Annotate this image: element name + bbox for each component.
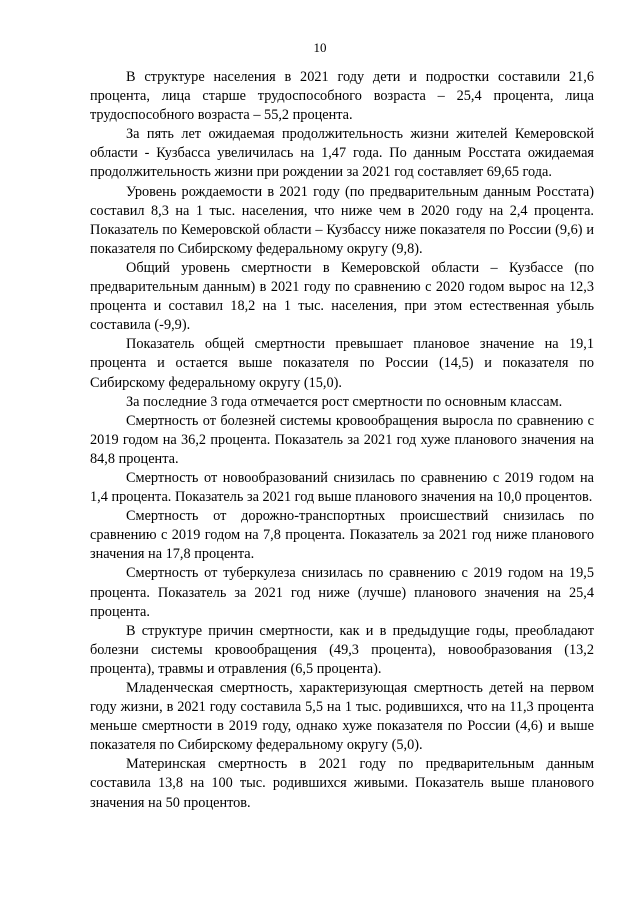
paragraph-mortality-rate: Общий уровень смертности в Кемеровской области – Кузбассе (по предварительным данным) в 2021 году по сравнению с 2020 годом вырос на 12,3 процента и составил 18,2 на 1 тыс. населения, при этом естественная убыль составила (-9,9). — [90, 259, 594, 334]
paragraph-infant-mortality: Младенческая смертность, характеризующая смертность детей на первом году жизни, в 2021 году составила 5,5 на 1 тыс. родившихся, что на 11,3 процента меньше смертности в 2019 году, однако хуже показателя по России (4,6) и выше показателя по Сибирскому федеральному округу (5,0). — [90, 680, 594, 754]
paragraph-birth-rate: Уровень рождаемости в 2021 году (по предварительным данным Росстата) составил 8,3 на 1 тыс. населения, что ниже чем в 2020 году на 2,4 процента. Показатель по Кемеровской области – Кузбассу ниже показателя по России (9,6) и показателя по Сибирскому федеральному округу (9,8). — [90, 183, 594, 257]
paragraph-maternal-mortality: Материнская смертность в 2021 году по предварительным данным составила 13,8 на 100 тыс. родившихся живыми. Показатель выше планового значения на 50 процентов. — [90, 756, 594, 811]
paragraph-life-expectancy: За пять лет ожидаемая продолжительность жизни жителей Кемеровской области - Кузбасса увеличилась на 1,47 года. По данным Росстата ожидаемая продолжительность жизни при рождении за 2021 год составляет 69,65 года. — [90, 126, 594, 181]
paragraph-traffic-mortality: Смертность от дорожно-транспортных происшествий снизилась по сравнению с 2019 годом на 7,8 процента. Показатель за 2021 год ниже планового значения на 17,8 процента. — [90, 508, 594, 563]
paragraph-neoplasm-mortality: Смертность от новообразований снизилась по сравнению с 2019 годом на 1,4 процента. Показатель за 2021 год выше планового значения на 10,0 процентов. — [90, 469, 594, 506]
page-number: 10 — [313, 40, 327, 55]
paragraph-population-structure: В структуре населения в 2021 году дети и подростки составили 21,6 процента, лица старше трудоспособного возраста – 25,4 процента, лица трудоспособного возраста – 55,2 процента. — [90, 69, 594, 124]
paragraph-mortality-trend: За последние 3 года отмечается рост смертности по основным классам. — [126, 393, 563, 410]
paragraph-causes-of-death: В структуре причин смертности, как и в предыдущие годы, преобладают болезни системы кровообращения (49,3 процента), новообразования (13,2 процента), травмы и отравления (6,5 процента). — [90, 622, 594, 677]
paragraph-mortality-vs-plan: Показатель общей смертности превышает плановое значение на 19,1 процента и остается выше показателя по России (14,5) и показателя по Сибирскому федеральному округу (15,0). — [90, 336, 594, 391]
body-text — [90, 68, 594, 813]
paragraph-circulatory-mortality: Смертность от болезней системы кровообращения выросла по сравнению с 2019 годом на 36,2 процента. Показатель за 2021 год хуже планового значения на 84,8 процента. — [90, 412, 594, 467]
paragraph-tuberculosis-mortality: Смертность от туберкулеза снизилась по сравнению с 2019 годом на 19,5 процента. Показатель за 2021 год ниже (лучше) планового значения на 25,4 процента. — [90, 565, 594, 620]
